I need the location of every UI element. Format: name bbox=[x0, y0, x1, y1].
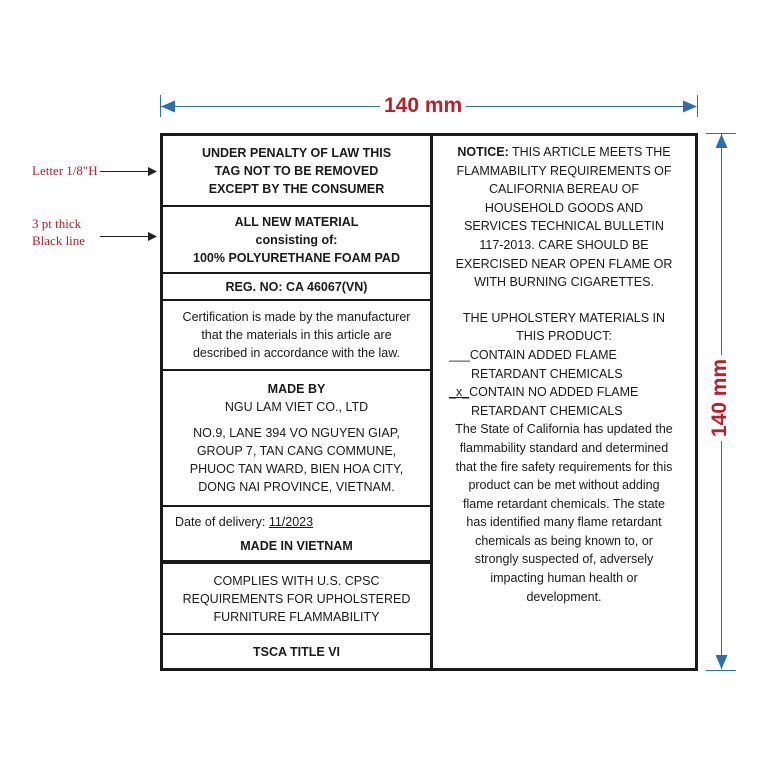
tsca-title: TSCA TITLE VI bbox=[252, 644, 341, 659]
line-thickness-note-1: 3 pt thick bbox=[32, 216, 82, 231]
penalty-line: UNDER PENALTY OF LAW THIS bbox=[201, 145, 392, 160]
state-statement-line: chemicals as being known to, or bbox=[475, 533, 653, 548]
line-thickness-note-2: Black line bbox=[32, 233, 86, 248]
letter-note-arrow-icon bbox=[148, 167, 157, 176]
address-line: GROUP 7, TAN CANG COMMUNE, bbox=[196, 444, 397, 458]
letter-height-note: Letter 1/8"H bbox=[32, 163, 98, 178]
line-note-arrow-line bbox=[100, 236, 150, 237]
option-added-checkbox: ___ bbox=[449, 347, 470, 362]
made-by-heading: MADE BY bbox=[267, 382, 326, 396]
made-in-country: MADE IN VIETNAM bbox=[240, 538, 353, 553]
manufacturer-section bbox=[163, 371, 430, 507]
state-statement-line: The State of California has updated the bbox=[455, 422, 673, 437]
width-dim-right-tick bbox=[697, 95, 698, 117]
notice-label: NOTICE: bbox=[457, 145, 509, 159]
option-no-added-text: RETARDANT CHEMICALS bbox=[471, 403, 623, 418]
label-right-column bbox=[433, 136, 695, 668]
notice-line: HOUSEHOLD GOODS AND bbox=[484, 200, 644, 215]
state-statement-line: product can be met without adding bbox=[468, 478, 660, 493]
state-statement-line: flammability standard and determined bbox=[459, 440, 669, 455]
option-added-text: RETARDANT CHEMICALS bbox=[471, 366, 623, 381]
option-no-added-flame bbox=[439, 383, 689, 402]
material-line: consisting of: bbox=[255, 232, 338, 247]
height-dim-label: 140 mm bbox=[708, 355, 732, 441]
label-left-column bbox=[163, 136, 433, 668]
notice-line: SERVICES TECHNICAL BULLETIN bbox=[464, 219, 664, 234]
option-added-text: CONTAIN ADDED FLAME bbox=[469, 347, 617, 362]
state-statement-line: flame retardant chemicals. The state bbox=[463, 496, 665, 511]
state-statement-line: has identified many flame retardant bbox=[466, 515, 662, 530]
height-dim-top-arrow-icon bbox=[715, 134, 728, 148]
reg-no: REG. NO: CA 46067(VN) bbox=[225, 279, 368, 294]
line-note-arrow-icon bbox=[148, 232, 157, 241]
width-dim-label: 140 mm bbox=[380, 94, 466, 118]
material-composition: 100% POLYURETHANE FOAM PAD bbox=[193, 250, 400, 265]
notice-first-line bbox=[439, 143, 689, 162]
certification-line: described in accordance with the law. bbox=[192, 346, 401, 360]
certification-line: Certification is made by the manufacturer bbox=[182, 310, 411, 324]
width-dim-left-arrow-icon bbox=[161, 100, 175, 113]
option-no-added-checkbox: _x_ bbox=[449, 385, 470, 400]
option-added-flame bbox=[439, 346, 689, 365]
delivery-date: 11/2023 bbox=[268, 514, 314, 529]
delivery-section bbox=[163, 507, 430, 562]
delivery-label: Date of delivery: bbox=[175, 514, 266, 529]
notice-line: CALIFORNIA BEREAU OF bbox=[488, 182, 640, 197]
tsca-section bbox=[163, 635, 430, 668]
law-label-tag bbox=[160, 133, 698, 671]
company-name: NGU LAM VIET CO., LTD bbox=[224, 400, 369, 414]
notice-line: FLAMMABILITY REQUIREMENTS OF bbox=[456, 163, 672, 178]
delivery-row bbox=[163, 513, 313, 531]
height-dim-bottom-arrow-icon bbox=[715, 655, 728, 669]
material-heading: ALL NEW MATERIAL bbox=[234, 214, 359, 229]
penalty-line: TAG NOT TO BE REMOVED bbox=[214, 163, 379, 178]
upholstery-heading: THE UPHOLSTERY MATERIALS IN bbox=[462, 310, 666, 325]
notice-line: WITH BURNING CIGARETTES. bbox=[474, 275, 654, 290]
height-dim-bottom-tick bbox=[706, 670, 736, 671]
upholstery-heading: THIS PRODUCT: bbox=[516, 329, 612, 344]
penalty-section bbox=[163, 136, 430, 207]
address-line: DONG NAI PROVINCE, VIETNAM. bbox=[198, 480, 395, 494]
address-line: NO.9, LANE 394 VO NGUYEN GIAP, bbox=[193, 426, 400, 440]
width-dim-right-arrow-icon bbox=[683, 100, 697, 113]
state-statement-line: strongly suspected of, adversely bbox=[474, 552, 654, 567]
penalty-line: EXCEPT BY THE CONSUMER bbox=[208, 181, 385, 196]
complies-line: REQUIREMENTS FOR UPHOLSTERED bbox=[182, 591, 411, 606]
cpsc-section bbox=[163, 562, 430, 635]
complies-line: FURNITURE FLAMMABILITY bbox=[213, 609, 380, 624]
notice-line: EXERCISED NEAR OPEN FLAME OR bbox=[455, 256, 673, 271]
certification-section bbox=[163, 301, 430, 371]
option-no-added-text: CONTAIN NO ADDED FLAME bbox=[469, 385, 639, 400]
notice-line: THIS ARTICLE MEETS THE bbox=[508, 145, 671, 159]
letter-note-arrow-line bbox=[100, 171, 150, 172]
reg-no-section bbox=[163, 274, 430, 301]
certification-line: that the materials in this article are bbox=[201, 328, 392, 342]
notice-block bbox=[433, 136, 695, 606]
address-line: PHUOC TAN WARD, BIEN HOA CITY, bbox=[189, 462, 404, 476]
state-statement-line: that the fire safety requirements for this bbox=[455, 459, 673, 474]
state-statement-line: development. bbox=[526, 589, 602, 604]
material-section bbox=[163, 207, 430, 274]
notice-line: 117-2013. CARE SHOULD BE bbox=[479, 237, 649, 252]
complies-line: COMPLIES WITH U.S. CPSC bbox=[213, 573, 380, 588]
state-statement-line: impacting human health or bbox=[490, 571, 638, 586]
